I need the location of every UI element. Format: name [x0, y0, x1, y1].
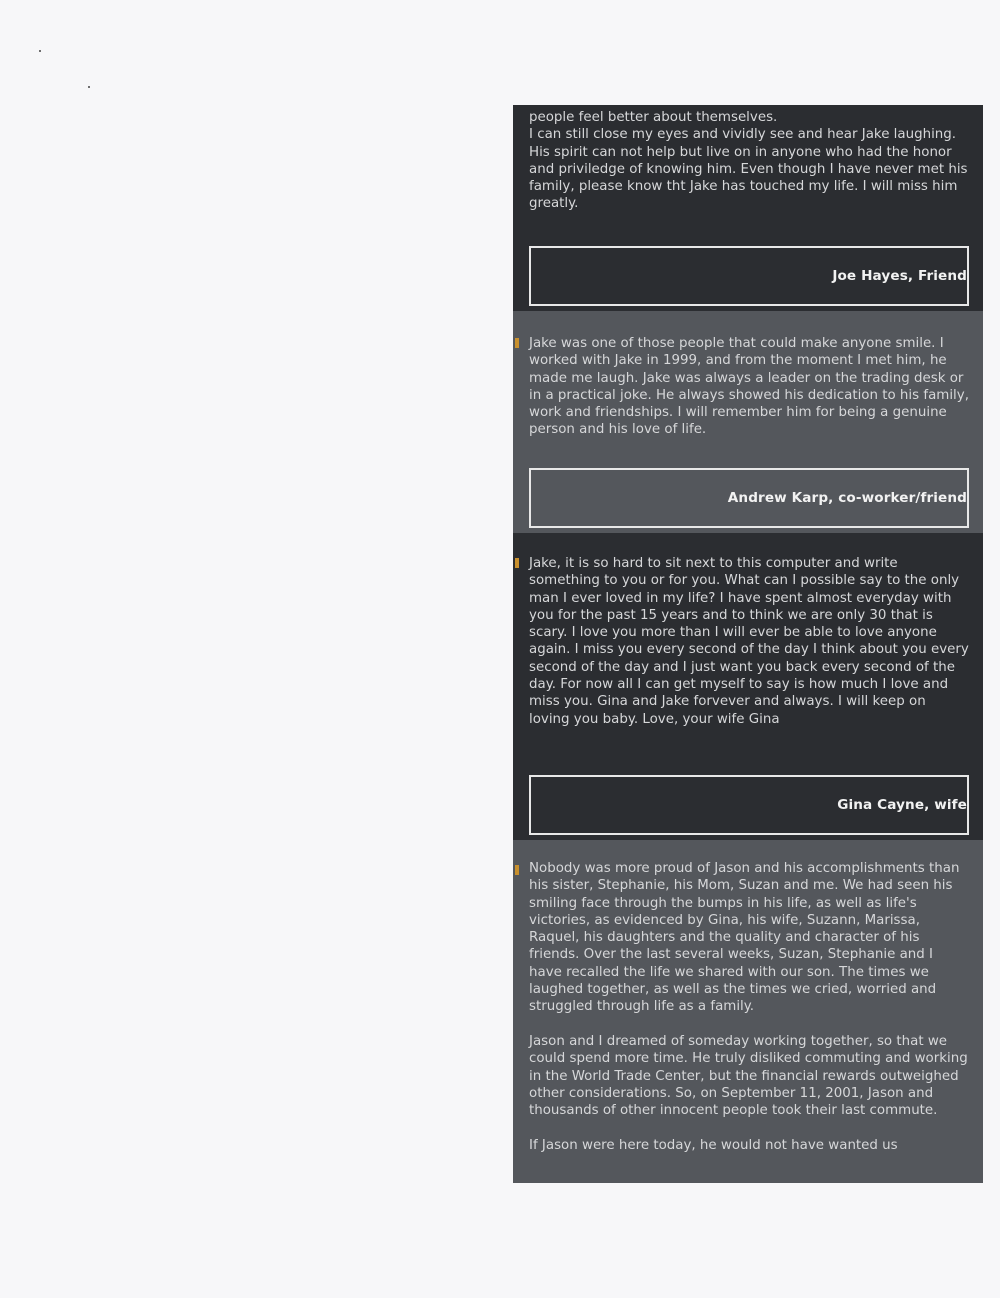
- tribute-block: [513, 105, 983, 311]
- tribute-message: Jake, it is so hard to sit next to this computer and write something to you or for you. What can I possible say to the only man I ever loved in my life? I have spent almost everyday with you for the past 15 years and to think we are only 30 that is scary. I love you more than I will ever be able to love anyone again. I miss you every second of the day I think about you every second of the day and I just want you back every second of the day. For now all I can get myself to say is how much I love and miss you. Gina and Jake forvever and always. I will keep on loving you baby. Love, your wife Gina: [529, 556, 974, 727]
- tribute-message: Jake was one of those people that could make anyone smile. I worked with Jake in 1999, and from the moment I met him, he made me laugh. Jake was always a leader on the trading desk or in a practical joke. He always showed his dedication to his family, work and friendships. I will remember him for being a genuine person and his love of life.: [529, 336, 974, 438]
- bullet-marker-icon: [515, 558, 519, 568]
- tribute-message: Nobody was more proud of Jason and his accomplishments than his sister, Stephanie, his Mom, Suzan and me. We had seen his smiling face through the bumps in his life, as well as life's victories, as evidenced by Gina, his wife, Suzann, Marissa, Raquel, his daughters and the quality and character of his friends. Over the last several weeks, Suzan, Stephanie and I have recalled the life we shared with our son. The times we laughed together, as well as the times we cried, worried and struggled through life as a family. Jason and I dreamed of someday working together, so that we could spend more time. He truly disliked commuting and working in the World Trade Center, but the financial rewards outweighed other considerations. So, on September 11, 2001, Jason and thousands of other innocent people took their last commute. If Jason were here today, he would not have wanted us: [529, 861, 968, 1153]
- scan-speck: [39, 50, 41, 52]
- tribute-block: [513, 533, 983, 840]
- bullet-marker-icon: [515, 338, 519, 348]
- scan-speck: [88, 86, 90, 88]
- tribute-block: [513, 840, 983, 1183]
- signature-box: [529, 775, 969, 835]
- tribute-column: [513, 105, 983, 1183]
- bullet-marker-icon: [515, 865, 519, 875]
- signature-box: [529, 246, 969, 306]
- signature-name: Joe Hayes, Friend: [832, 268, 967, 284]
- signature-box: [529, 468, 969, 528]
- signature-name: Andrew Karp, co-worker/friend: [727, 490, 967, 506]
- tribute-message: people feel better about themselves. I can still close my eyes and vividly see and hear Jake laughing. His spirit can not help but live on in anyone who had the honor and priviledge of knowing him. Even though I have never met his family, please know tht Jake has touched my life. I will miss him greatly.: [529, 110, 968, 212]
- tribute-block: [513, 311, 983, 533]
- signature-name: Gina Cayne, wife: [837, 797, 967, 813]
